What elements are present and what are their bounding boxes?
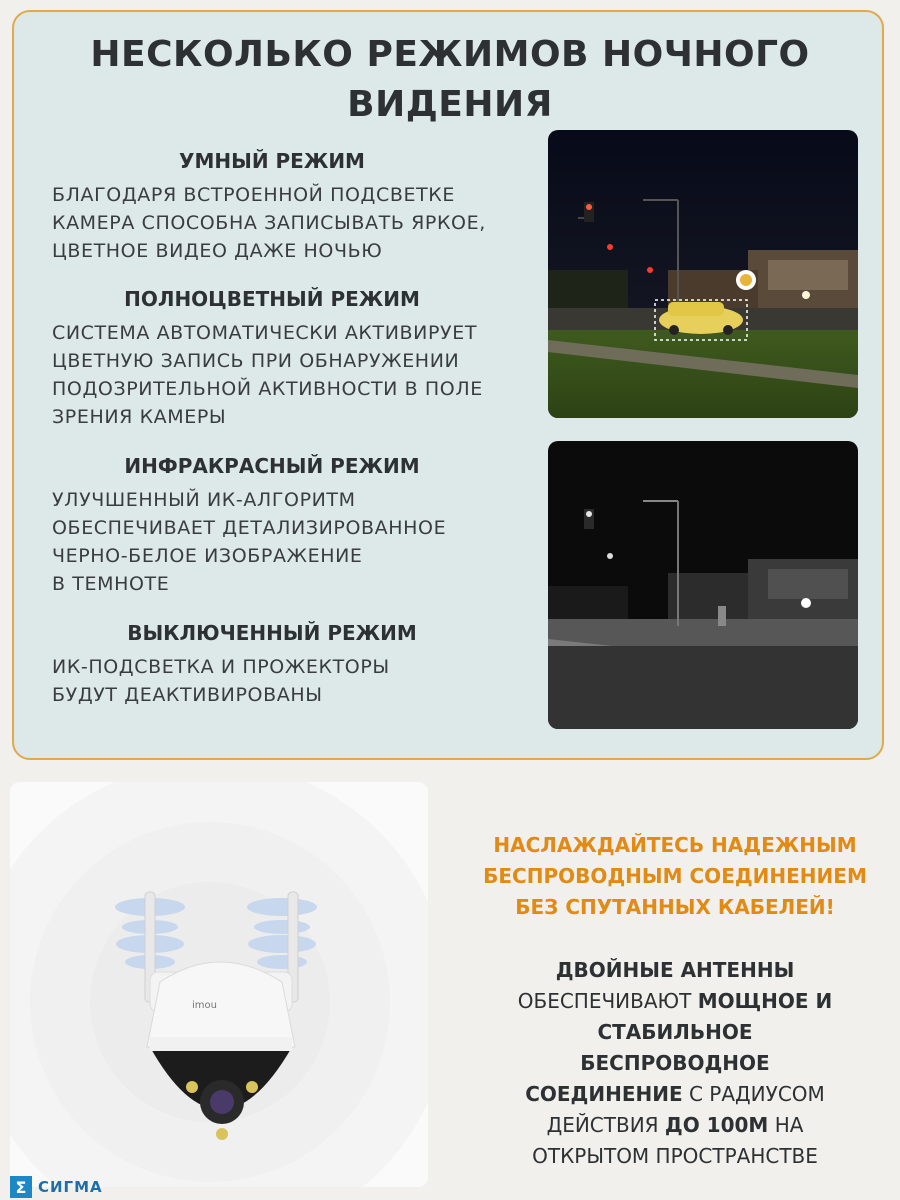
sigma-logo-icon: Σ <box>10 1176 32 1198</box>
mode-description: ИК-ПОДСВЕТКА И ПРОЖЕКТОРЫ БУДУТ ДЕАКТИВИРОВАНЫ <box>52 656 390 706</box>
camera-product-card <box>10 782 428 1187</box>
mode-description: СИСТЕМА АВТОМАТИЧЕСКИ АКТИВИРУЕТ ЦВЕТНУЮ ЗАПИСЬ ПРИ ОБНАРУЖЕНИИ ПОДОЗРИТЕЛЬНОЙ АКТИВНОСТИ В ПОЛЕ ЗРЕНИЯ КАМЕРЫ <box>52 322 483 428</box>
wifi-section <box>0 770 900 1200</box>
mode-title: ИНФРАКРАСНЫЙ РЕЖИМ <box>124 454 420 478</box>
night-vision-panel <box>12 10 884 760</box>
title-line-1: НЕСКОЛЬКО РЕЖИМОВ НОЧНОГО <box>90 34 810 75</box>
mode-off <box>52 619 552 709</box>
infrared-night-photo <box>548 441 858 729</box>
brand-name: СИГМА <box>38 1178 103 1196</box>
mode-description: УЛУЧШЕННЫЙ ИК-АЛГОРИТМ ОБЕСПЕЧИВАЕТ ДЕТАЛИЗИРОВАННОЕ ЧЕРНО-БЕЛОЕ ИЗОБРАЖЕНИЕ В ТЕМНОТЕ <box>52 489 447 595</box>
brand-watermark <box>10 1176 103 1198</box>
mode-infrared <box>52 452 552 598</box>
mode-title: УМНЫЙ РЕЖИМ <box>179 149 365 173</box>
mode-title: ПОЛНОЦВЕТНЫЙ РЕЖИМ <box>124 287 420 311</box>
page-title <box>14 30 886 130</box>
color-night-photo <box>548 130 858 418</box>
mode-full-color <box>52 285 552 431</box>
mode-title: ВЫКЛЮЧЕННЫЙ РЕЖИМ <box>127 621 417 645</box>
camera-brand-logo: imou <box>192 1000 217 1011</box>
promo-headline: НАСЛАЖДАЙТЕСЬ НАДЕЖНЫМ БЕСПРОВОДНЫМ СОЕДИНЕНИЕМ БЕЗ СПУТАННЫХ КАБЕЛЕЙ! <box>483 833 867 919</box>
title-line-2: ВИДЕНИЯ <box>347 84 553 125</box>
antenna-feature-text: ДВОЙНЫЕ АНТЕННЫ ОБЕСПЕЧИВАЮТ МОЩНОЕ И СТАБИЛЬНОЕ БЕСПРОВОДНОЕ СОЕДИНЕНИЕ С РАДИУСОМ ДЕЙСТВИЯ ДО 100М НА ОТКРЫТОМ ПРОСТРАНСТВЕ <box>517 958 833 1168</box>
mode-smart <box>52 147 552 265</box>
mode-description: БЛАГОДАРЯ ВСТРОЕННОЙ ПОДСВЕТКЕ КАМЕРА СПОСОБНА ЗАПИСЫВАТЬ ЯРКОЕ, ЦВЕТНОЕ ВИДЕО ДАЖЕ НОЧЬЮ <box>52 184 486 262</box>
